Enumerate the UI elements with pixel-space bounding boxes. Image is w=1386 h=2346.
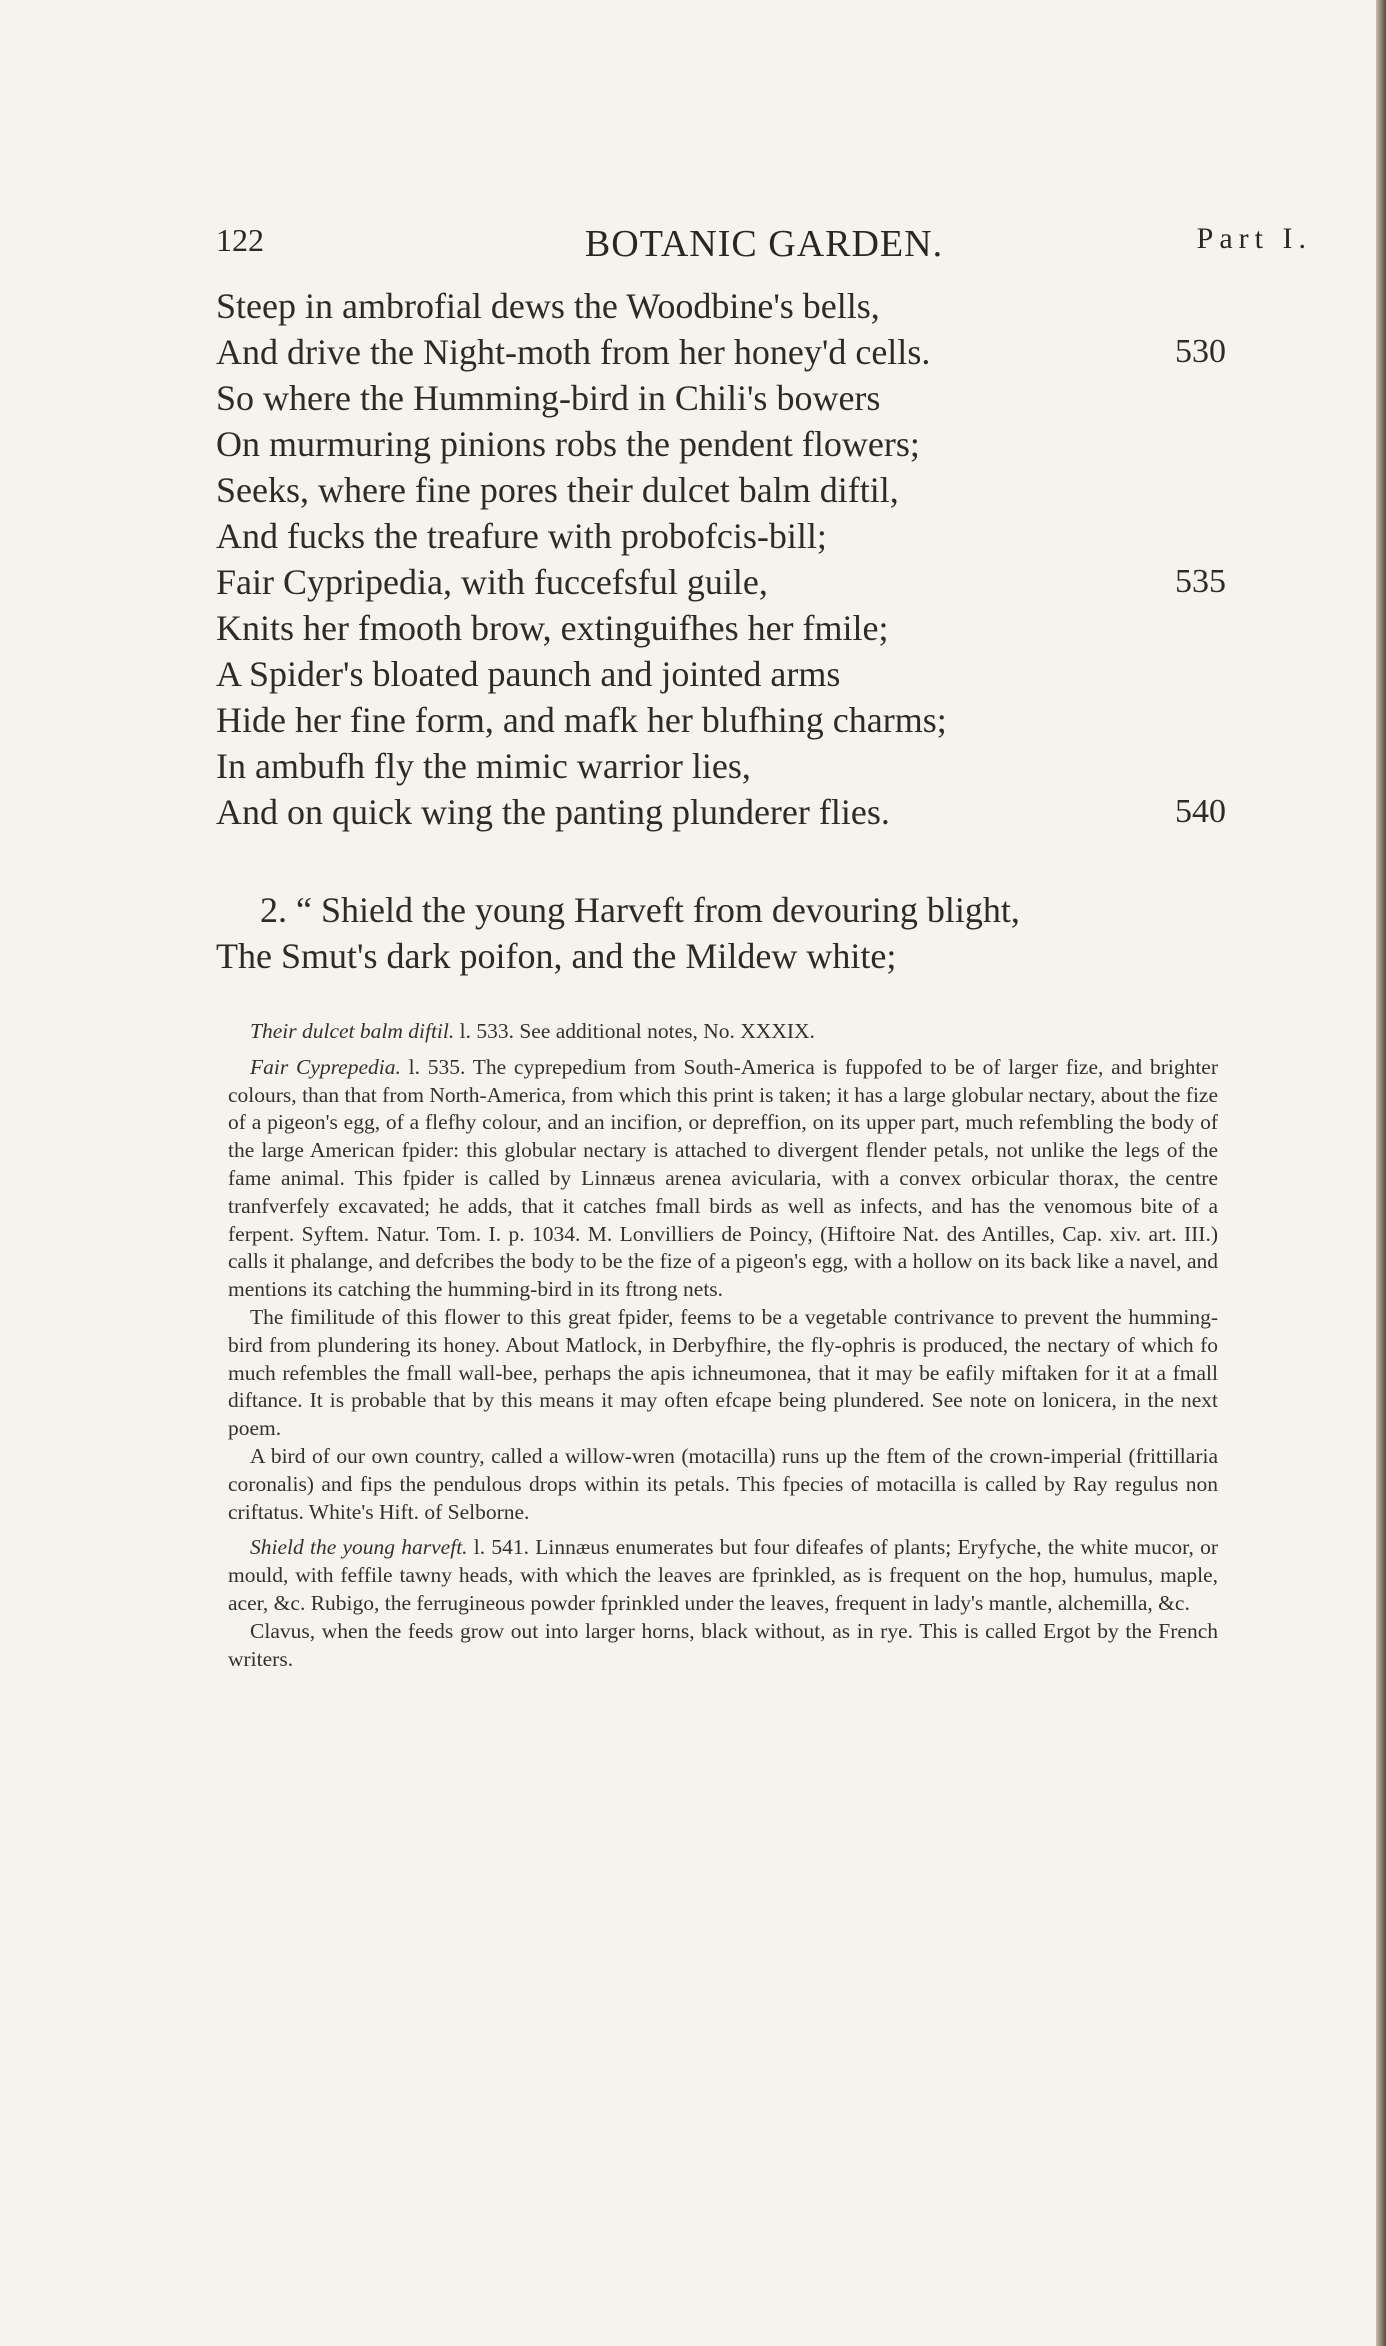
verse-line: A Spider's bloated paunch and jointed arms — [216, 654, 841, 694]
footnotes — [228, 1018, 1218, 1673]
verse-line: And drive the Night-moth from her honey'd cells. — [216, 332, 931, 372]
footnote — [228, 1018, 1218, 1046]
footnote-reference: Fair Cyprepedia. — [250, 1054, 401, 1079]
line-number: 530 — [1175, 333, 1226, 370]
footnote-text: l. 533. See additional notes, No. XXXIX. — [454, 1019, 815, 1043]
footnote-paragraph: Clavus, when the feeds grow out into larger horns, black without, as in rye. This is called Ergot by the French writers. — [228, 1618, 1218, 1671]
verse-line: 2. “ Shield the young Harveft from devouring blight, — [260, 890, 1020, 930]
page-title: BOTANIC GARDEN. — [584, 223, 944, 265]
footnote-text: l. 541. Linnæus enumerates but four difeafes of plants; Eryfyche, the white mucor, or mould, with feffile tawny heads, with which the leaves are fprinkled, as is frequent on the hop, humulus, maple, acer, &c. Rubigo, the ferrugineous powder fprinkled under the leaves, frequent in lady's mantle, alchemilla, &c. — [228, 1535, 1219, 1615]
footnote-text: l. 535. The cyprepedium from South-America is fuppofed to be of larger fize, and brighter colours, than that from North-America, from which this print is taken; it has a large globular nectary, about the fize of a pigeon's egg, of a flefhy colour, and an incifion, or depreffion, on its upper part, much refembling the body of the large American fpider: this globular nectary is attached to divergent flender petals, not unlike the legs of the fame animal. This fpider is called by Linnæus arenea avicularia, with a convex orbicular thorax, the centre tranfverfely excavated; he adds, that it catches fmall birds as well as infects, and has the venomous bite of a ferpent. Syftem. Natur. Tom. I. p. 1034. M. Lonvilliers de Poincy, (Hiftoire Nat. des Antilles, Cap. xiv. art. III.) calls it phalange, and defcribes the body to be the fize of a pigeon's egg, with a hollow on its back like a navel, and mentions its catching the humming-bird in its ftrong nets. — [228, 1054, 1219, 1302]
verse-line: Steep in ambrofial dews the Woodbine's bells, — [216, 286, 880, 326]
footnote-reference: Their dulcet balm diftil. — [250, 1019, 455, 1043]
footnote-paragraph: A bird of our own country, called a willow-wren (motacilla) runs up the ftem of the crown-imperial (frittillaria coronalis) and fips the pendulous drops within its petals. This fpecies of motacilla is called by Ray regulus non criftatus. White's Hift. of Selborne. — [228, 1443, 1218, 1524]
running-header — [216, 222, 1312, 272]
verse-line: On murmuring pinions robs the pendent flowers; — [216, 424, 920, 464]
verse-line: So where the Humming-bird in Chili's bowers — [216, 378, 881, 418]
footnote-reference: Shield the young harveft. — [250, 1535, 468, 1560]
line-number: 535 — [1175, 563, 1226, 600]
verse-line: And fucks the treafure with probofcis-bill; — [216, 516, 827, 556]
poem-verse — [216, 282, 1226, 982]
verse-line: Seeks, where fine pores their dulcet balm diftil, — [216, 470, 899, 510]
verse-line: Hide her fine form, and mafk her blufhing charms; — [216, 700, 947, 740]
verse-line: In ambufh fly the mimic warrior lies, — [216, 746, 751, 786]
verse-line: The Smut's dark poifon, and the Mildew white; — [216, 936, 897, 976]
verse-line: Knits her fmooth brow, extinguifhes her fmile; — [216, 608, 889, 648]
footnote — [228, 1054, 1218, 1304]
page-number: 122 — [216, 222, 264, 258]
page-edge — [1376, 0, 1386, 2346]
part-label: Part I. — [1196, 222, 1312, 255]
verse-line: And on quick wing the panting plunderer flies. — [216, 792, 890, 832]
footnote — [228, 1534, 1218, 1617]
verse-line: Fair Cypripedia, with fuccefsful guile, — [216, 562, 768, 602]
footnote-paragraph: The fimilitude of this flower to this great fpider, feems to be a vegetable contrivance to prevent the humming-bird from plundering its honey. About Matlock, in Derbyfhire, the fly-ophris is produced, the nectary of which fo much refembles the fmall wall-bee, perhaps the apis ichneumonea, that it may be eafily miftaken for it at a fmall diftance. It is probable that by this means it may often efcape being plundered. See note on lonicera, in the next poem. — [228, 1304, 1218, 1441]
line-number: 540 — [1175, 793, 1226, 830]
